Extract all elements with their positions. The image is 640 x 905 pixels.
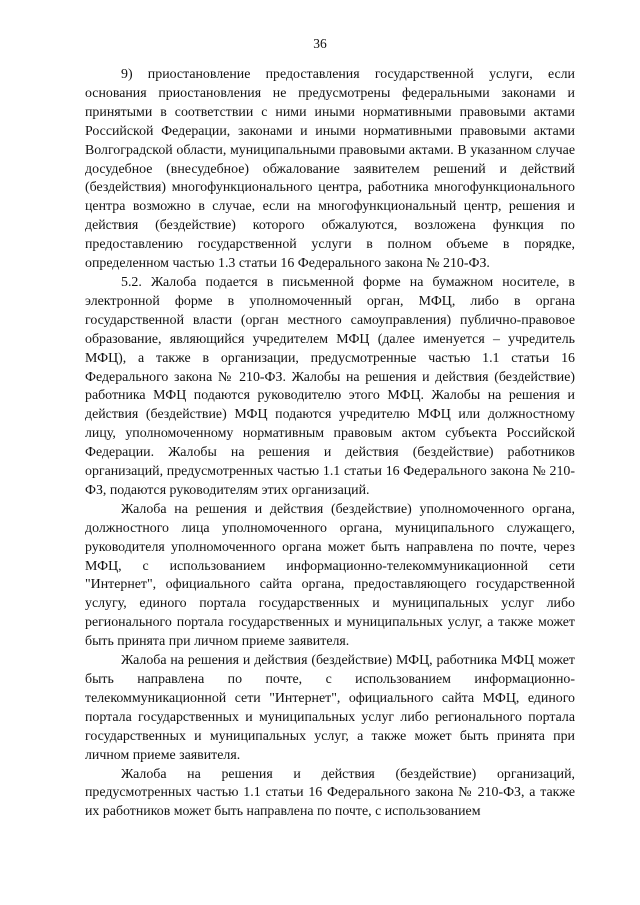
paragraph-suspension-grounds: 9) приостановление предоставления государственной услуги, если основания приостановления не предусмотрены федеральными законами и принятыми в соответствии с ними иными нормативными правовыми актами Российской Федерации, законами и иными нормативными правовыми актами Волгоградской области, муниципальными правовыми актами. В указанном случае досудебное (внесудебное) обжалование заявителем решений и действий (бездействия) многофункционального центра, работника многофункционального центра возможно в случае, если на многофункциональный центр, решения и действия (бездействие) которого обжалуются, возложена функция по предоставлению государственной услуги в полном объеме в порядке, определенном частью 1.3 статьи 16 Федерального закона № 210-ФЗ. (85, 67, 575, 272)
paragraph-organization-complaint: Жалоба на решения и действия (бездействие) организаций, предусмотренных частью 1.1 статьи 16 Федерального закона № 210-ФЗ, а также их работников может быть направлена по почте, с использованием (85, 766, 575, 820)
paragraph-complaint-submission: 5.2. Жалоба подается в письменной форме на бумажном носителе, в электронной форме в уполномоченный орган, МФЦ, либо в органа государственной власти (орган местного самоуправления) публично-правовое образование, являющийся учредителем МФЦ (далее именуется – учредитель МФЦ), а также в организации, предусмотренные частью 1.1 статьи 16 Федерального закона № 210-ФЗ. Жалобы на решения и действия (бездействие) работника МФЦ подаются руководителю этого МФЦ. Жалобы на решения и действия (бездействие) МФЦ подаются учредителю МФЦ или должностному лицу, уполномоченному нормативным правовым актом субъекта Российской Федерации. Жалобы на решения и действия (бездействие) работников организаций, предусмотренных частью 1.1 статьи 16 Федерального закона № 210-ФЗ, подаются руководителям этих организаций. (85, 274, 575, 498)
paragraph-mfc-complaint: Жалоба на решения и действия (бездействие) МФЦ, работника МФЦ может быть направлена по почте, с использованием информационно-телекоммуникационной сети "Интернет", официального сайта МФЦ, единого портала государственных и муниципальных услуг либо регионального портала государственных и муниципальных услуг, а также может быть принята при личном приеме заявителя. (85, 653, 575, 763)
document-body (85, 66, 575, 822)
paragraph-authority-complaint: Жалоба на решения и действия (бездействие) уполномоченного органа, должностного лица уполномоченного органа, муниципального служащего, руководителя уполномоченного органа может быть направлена по почте, через МФЦ, с использованием информационно-телекоммуникационной сети "Интернет", официального сайта органа, предоставляющего государственной услугу, единого портала государственных и муниципальных услуг либо регионального портала государственных и муниципальных услуг, а также может быть принята при личном приеме заявителя. (85, 501, 575, 650)
page-number: 36 (313, 36, 327, 51)
